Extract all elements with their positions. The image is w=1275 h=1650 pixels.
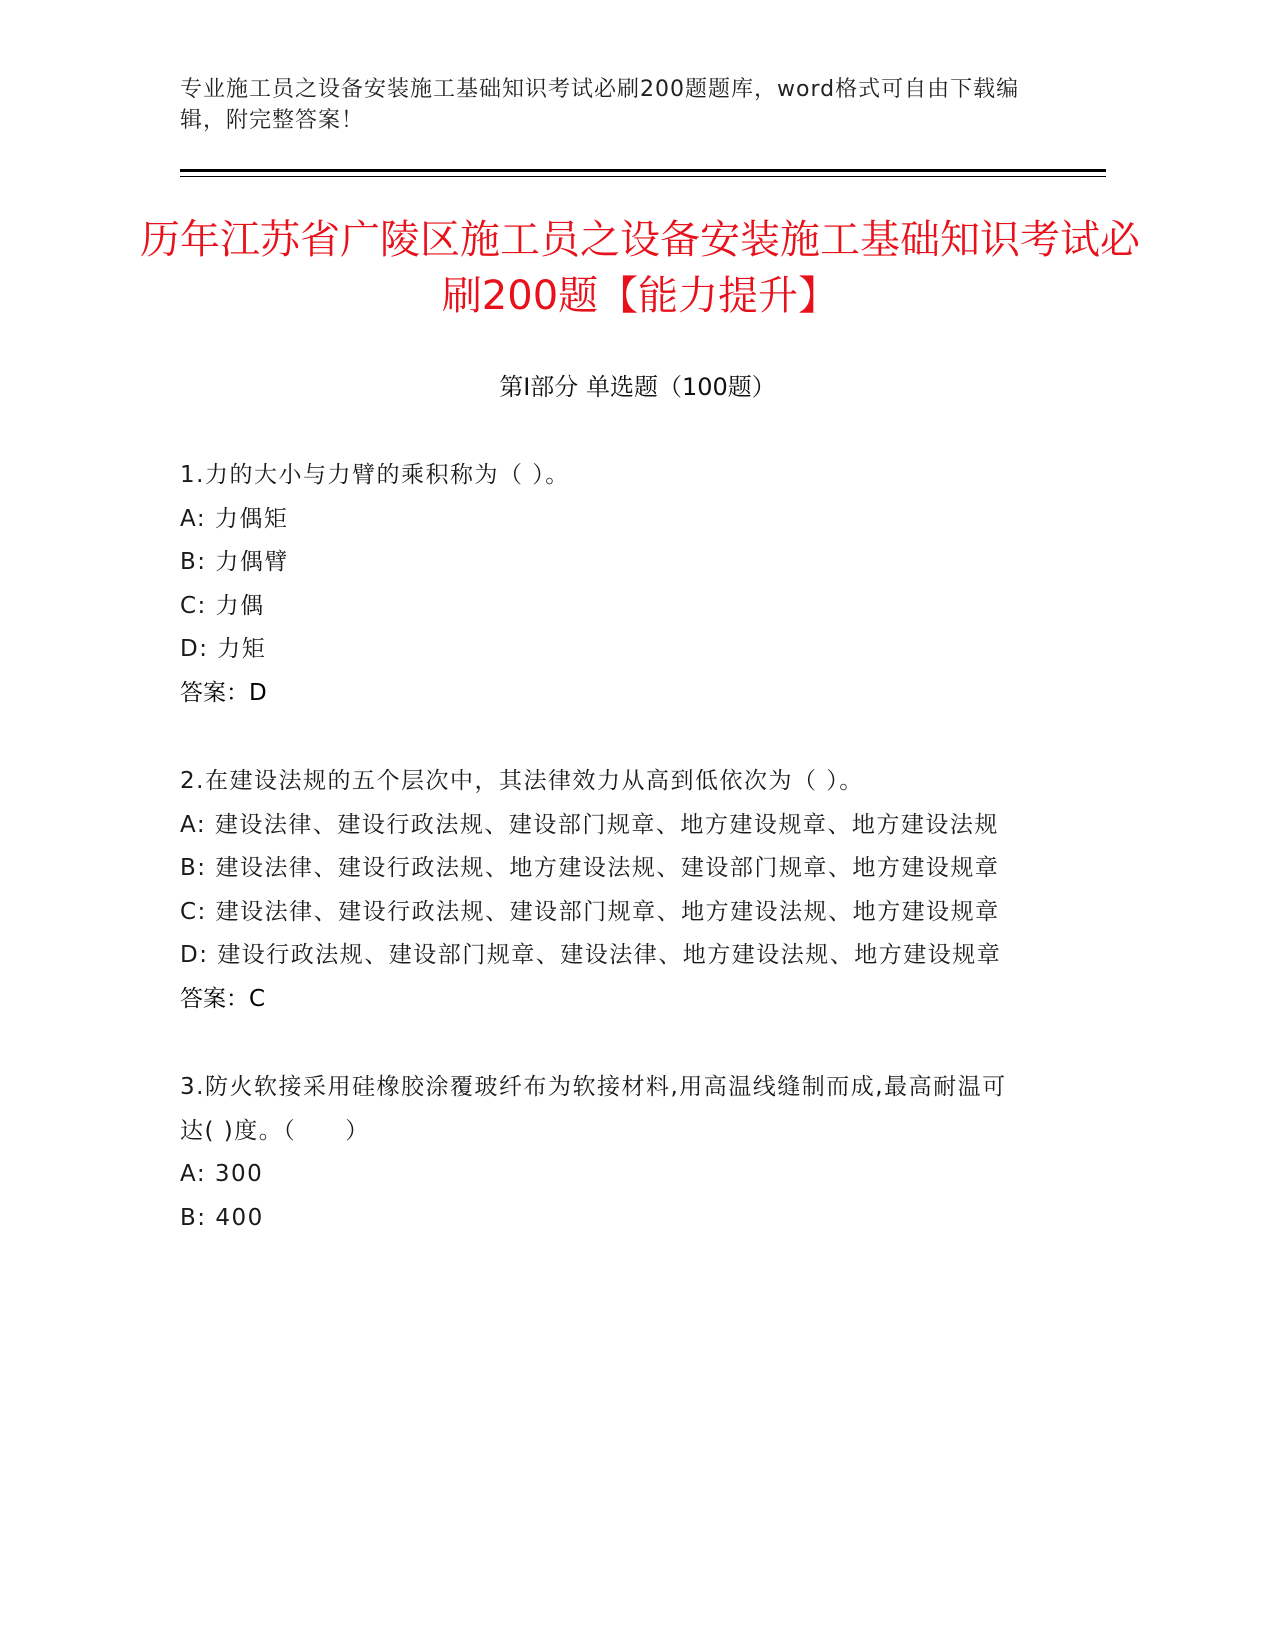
question-2: [180, 760, 1030, 1021]
section-title: 第I部分 单选题（100题）: [499, 373, 776, 401]
option-b: B: 建设法律、建设行政法规、地方建设法规、建设部门规章、地方建设规章: [180, 855, 1000, 881]
question-stem: 1.力的大小与力臂的乘积称为（ ）。: [180, 462, 570, 488]
option-a: A: 力偶矩: [180, 505, 289, 532]
option-a: A: 300: [180, 1161, 264, 1187]
option-c: C: 建设法律、建设行政法规、建设部门规章、地方建设法规、地方建设规章: [180, 898, 1000, 925]
option-a: A: 建设法律、建设行政法规、建设部门规章、地方建设规章、地方建设法规: [180, 811, 999, 838]
header-divider-thin: [180, 176, 1106, 177]
option-d: D: 建设行政法规、建设部门规章、建设法律、地方建设法规、地方建设规章: [180, 942, 1002, 968]
option-d: D: 力矩: [180, 636, 267, 662]
option-b: B: 力偶臂: [180, 549, 289, 575]
header-divider-thick: [180, 169, 1106, 172]
option-c: C: 力偶: [180, 592, 265, 619]
question-1: [180, 454, 1030, 715]
answer: 答案：D: [180, 679, 267, 706]
question-3: [180, 1066, 1030, 1240]
question-stem: 3.防火软接采用硅橡胶涂覆玻纤布为软接材料,用高温线缝制而成,最高耐温可达( )度。（ ）: [180, 1074, 1007, 1144]
header-note: 专业施工员之设备安装施工基础知识考试必刷200题题库，word格式可自由下载编辑，附完整答案！: [180, 77, 1020, 133]
document-title: 历年江苏省广陵区施工员之设备安装施工基础知识考试必刷200题【能力提升】: [140, 217, 1140, 319]
answer: 答案：C: [180, 985, 266, 1012]
question-stem: 2.在建设法规的五个层次中，其法律效力从高到低依次为（ ）。: [180, 768, 864, 794]
option-b: B: 400: [180, 1204, 264, 1231]
question-list: [180, 454, 1030, 1285]
